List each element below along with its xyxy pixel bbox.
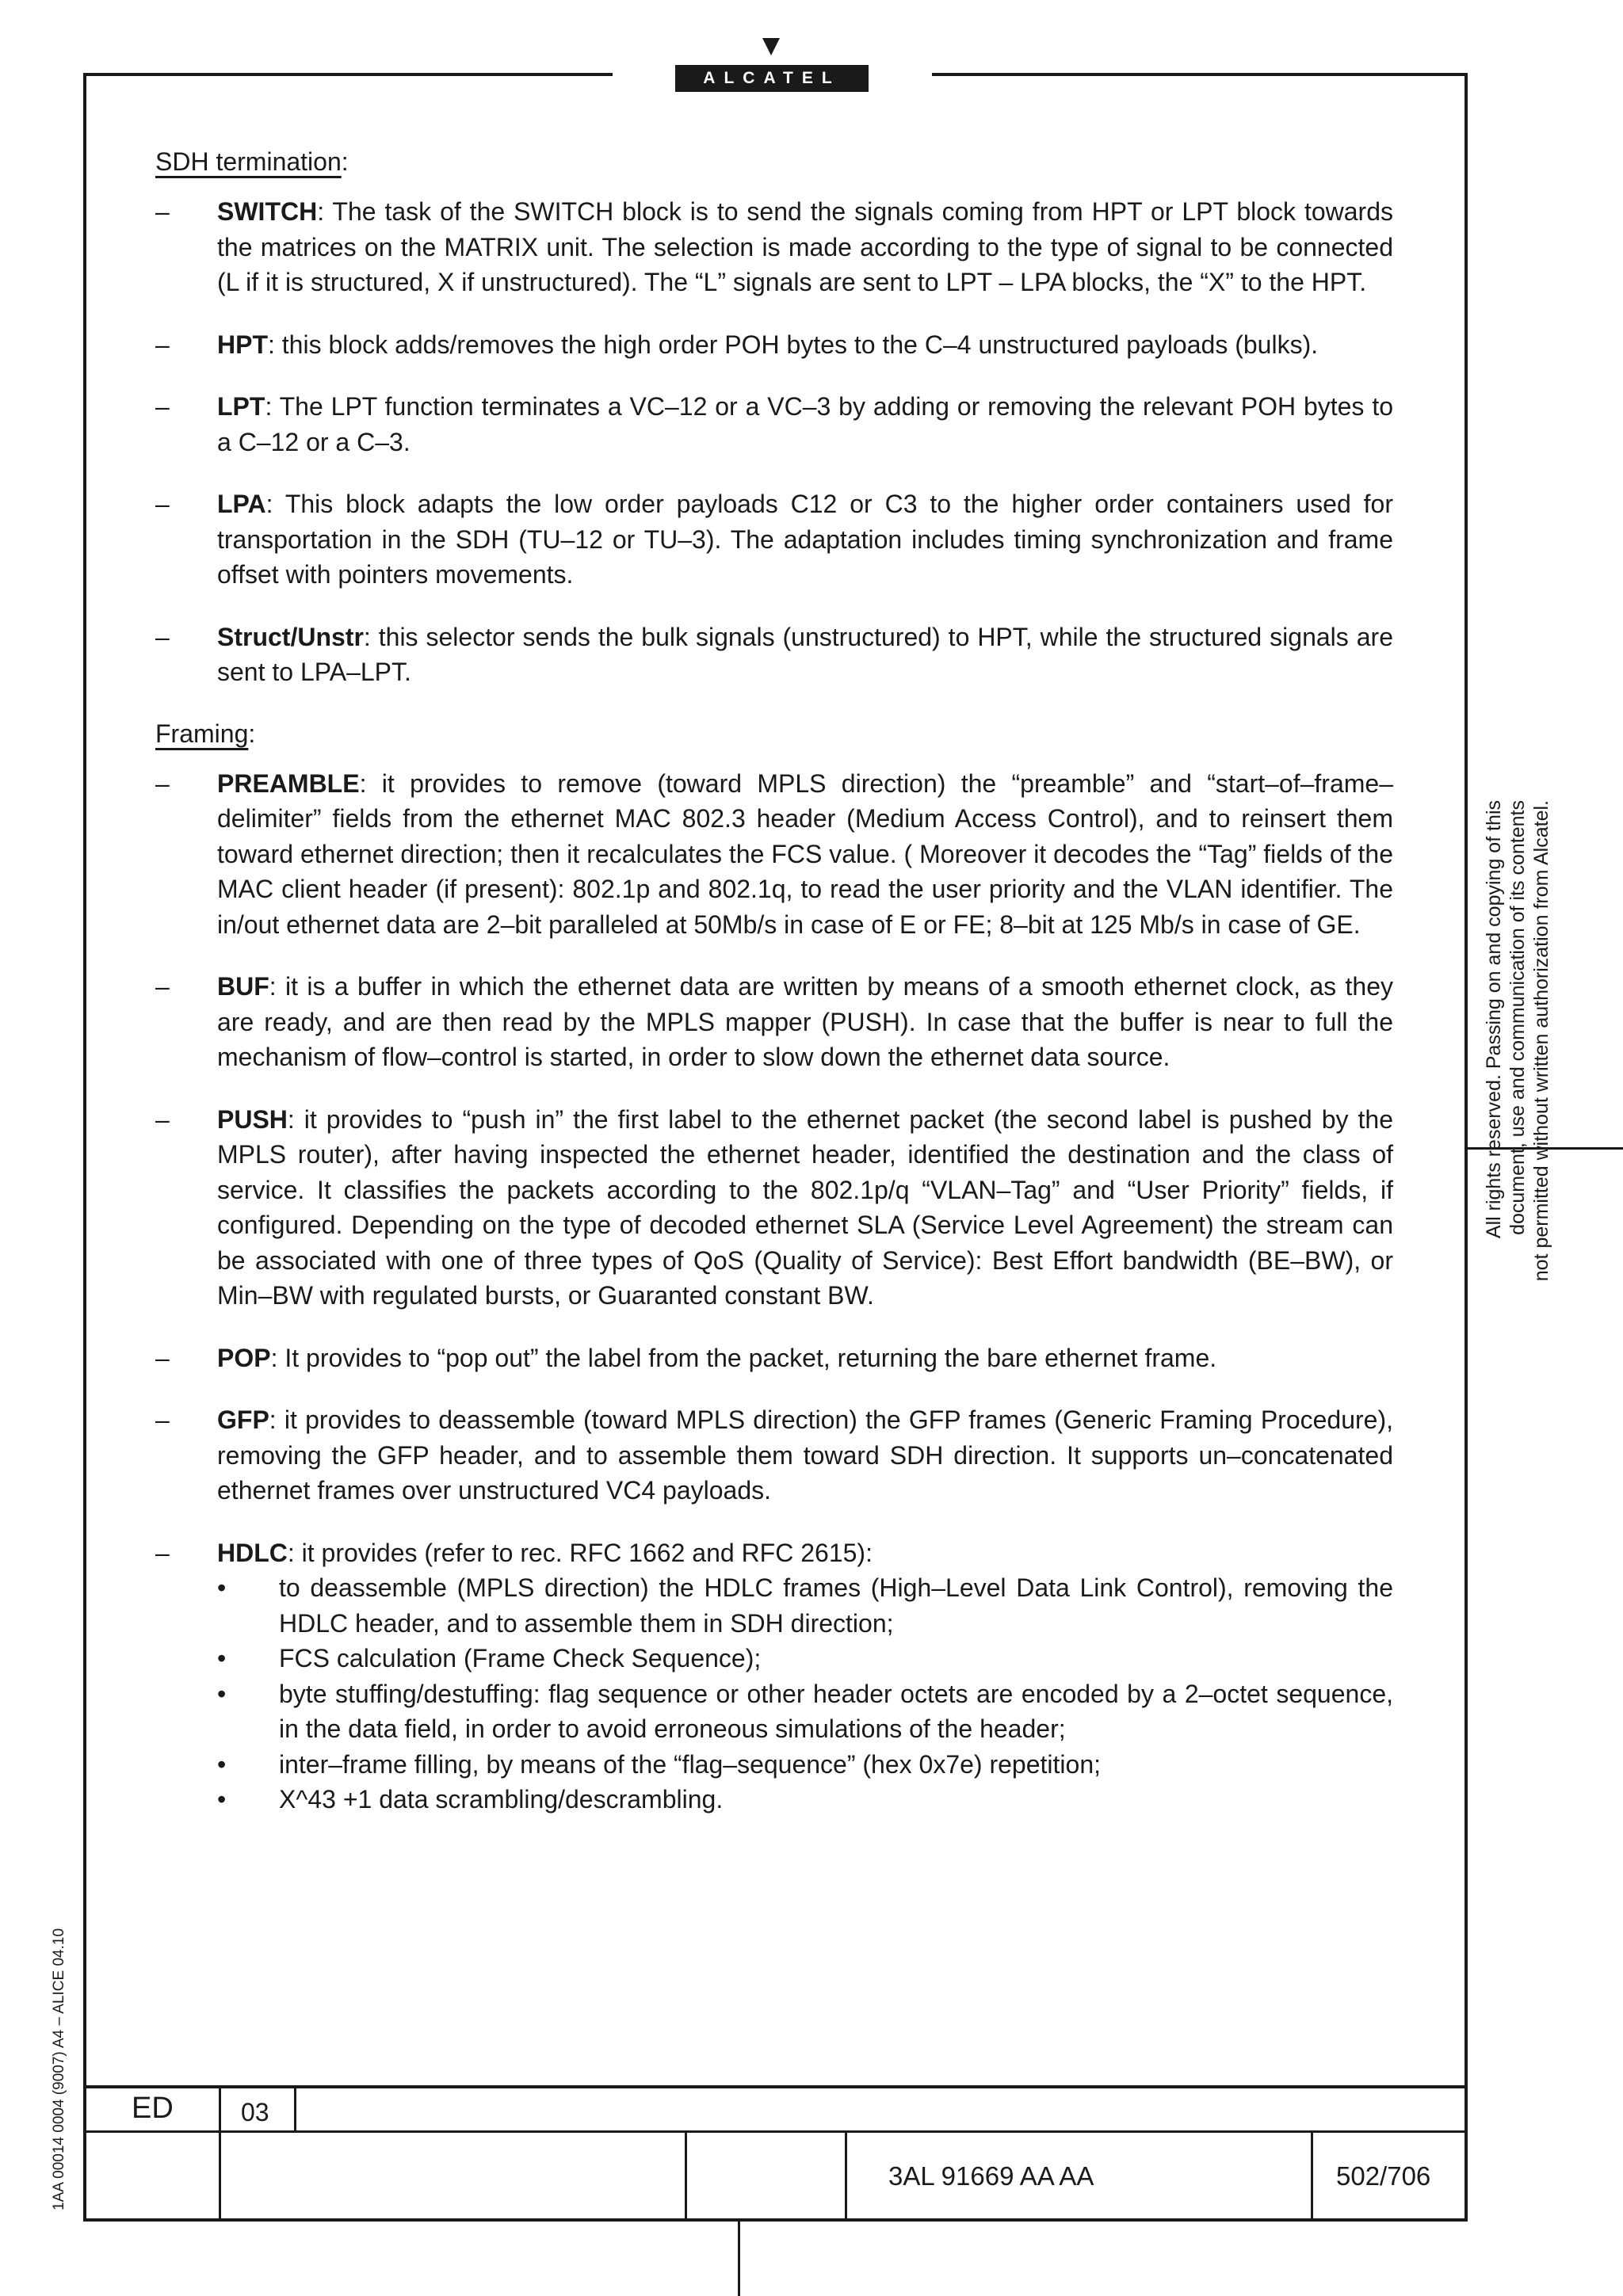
item-text: : it provides to “push in” the first label to the ethernet packet (the second label is pushed by the MPLS router), after having inspected the ethernet header, identified the destination and the class of service. It classifies the packets according to the 802.1p/q “VLAN–Tag” and “User Priority” fields, if configured. Depending on the type of decoded ethernet SLA (Service Level Agreement) the stream can be associated with one of three types of QoS (Quality of Service): Best Effort bandwidth (BE–BW), or Min–BW with regulated bursts, or Guaranted constant BW.	[217, 1104, 1393, 1310]
list-item: – PUSH: it provides to “push in” the first label to the ethernet packet (the second label is pushed by the MPLS router), after having inspected the ethernet header, identified the destination and the class of service. It classifies the packets according to the 802.1p/q “VLAN–Tag” and “User Priority” fields, if configured. Depending on the type of decoded ethernet SLA (Service Level Agreement) the stream can be associated with one of three types of QoS (Quality of Service): Best Effort bandwidth (BE–BW), or Min–BW with regulated bursts, or Guaranted constant BW.	[155, 1104, 1393, 1310]
footer-table-line	[1311, 2130, 1313, 2222]
item-text: : it is a buffer in which the ethernet data are written by means of a smooth ethernet clock, as they are ready, and are then read by the MPLS mapper (PUSH). In case that the buffer is near to full the mechanism of flow–control is started, in order to slow down the ethernet data source.	[217, 972, 1393, 1071]
alcatel-logo	[675, 38, 869, 93]
document-body	[155, 145, 1393, 1844]
frame-top-right-line	[932, 73, 1468, 76]
bullet-item: • byte stuffing/destuffing: flag sequence or other header octets are encoded by a 2–octet sequence, in the data field, in order to avoid erroneous simulations of the header;	[217, 1679, 1393, 1743]
item-term: LPT	[217, 392, 265, 421]
form-code: 1AA 00014 0004 (9007) A4 – ALICE 04.10	[51, 1928, 67, 2210]
list-item: – BUF: it is a buffer in which the ethernet data are written by means of a smooth ethernet clock, as they are ready, and are then read by the MPLS mapper (PUSH). In case that the buffer is near to full the mechanism of flow–control is started, in order to slow down the ethernet data source.	[155, 972, 1393, 1071]
item-text: : This block adapts the low order payloads C12 or C3 to the higher order containers used for transportation in the SDH (TU–12 or TU–3). The adaptation includes timing synchronization and frame offset with pointers movements.	[217, 490, 1393, 589]
item-term: Struct/Unstr	[217, 622, 364, 651]
footer-table-line	[845, 2130, 847, 2222]
list-item: – PREAMBLE: it provides to remove (toward MPLS direction) the “preamble” and “start–of–frame–delimiter” fields from the ethernet MAC 802.3 header (Medium Access Control), and to reinsert them toward ethernet direction; then it recalculates the FCS value. ( Moreover it decodes the “Tag” fields of the MAC client header (if present): 802.1p and 802.1q, to read the user priority and the VLAN identifier. The in/out ethernet data are 2–bit paralleled at 50Mb/s in case of E or FE; 8–bit at 125 Mb/s in case of GE.	[155, 769, 1393, 939]
document-code: 3AL 91669 AA AA	[888, 2161, 1094, 2191]
hdlc-bullet-list	[217, 1570, 1393, 1817]
item-term: HPT	[217, 330, 268, 359]
item-term: PREAMBLE	[217, 769, 360, 798]
item-term: GFP	[217, 1405, 269, 1434]
list-item: – LPA: This block adapts the low order payloads C12 or C3 to the higher order containers used for transportation in the SDH (TU–12 or TU–3). The adaptation includes timing synchronization and frame offset with pointers movements.	[155, 490, 1393, 589]
footer-table-line	[83, 2085, 1468, 2088]
footer-table-line	[685, 2130, 687, 2222]
section-title-sdh: SDH termination:	[155, 147, 349, 176]
footer-table-line	[83, 2130, 1468, 2133]
edition-number: 03	[241, 2098, 269, 2126]
item-term: BUF	[217, 972, 269, 1001]
item-term: LPA	[217, 490, 266, 518]
rights-notice-line: not permitted without written authorization from Alcatel.	[1530, 800, 1552, 1282]
footer-table-line	[83, 2218, 1468, 2222]
item-text: : this block adds/removes the high order POH bytes to the C–4 unstructured payloads (bulks).	[268, 330, 1319, 359]
footer-table-line	[294, 2085, 296, 2133]
item-text: : this selector sends the bulk signals (unstructured) to HPT, while the structured signals are sent to LPA–LPT.	[217, 622, 1393, 686]
section-title-framing: Framing:	[155, 719, 256, 748]
list-item: – HPT: this block adds/removes the high order POH bytes to the C–4 unstructured payloads (bulks).	[155, 330, 1319, 359]
item-term: SWITCH	[217, 197, 318, 226]
page-number: 502/706	[1336, 2161, 1431, 2191]
bullet-item: • inter–frame filling, by means of the “flag–sequence” (hex 0x7e) repetition;	[217, 1749, 1101, 1779]
list-item: – GFP: it provides to deassemble (toward MPLS direction) the GFP frames (Generic Framing Procedure), removing the GFP header, and to assemble them toward SDH direction. It supports un–concatenated ethernet frames over unstructured VC4 payloads.	[155, 1405, 1393, 1505]
item-text: : it provides to deassemble (toward MPLS direction) the GFP frames (Generic Framing Procedure), removing the GFP header, and to assemble them toward SDH direction. It supports un–concatenated ethernet frames over unstructured VC4 payloads.	[217, 1405, 1393, 1505]
logo-triangle-icon	[762, 38, 780, 55]
list-item: – POP: It provides to “pop out” the label from the packet, returning the bare ethernet frame.	[155, 1343, 1217, 1372]
item-text: : it provides (refer to rec. RFC 1662 and RFC 2615):	[287, 1538, 873, 1567]
frame-top-left-line	[83, 73, 613, 76]
rights-notice	[1482, 800, 1577, 1339]
list-item: – Struct/Unstr: this selector sends the bulk signals (unstructured) to HPT, while the structured signals are sent to LPA–LPT.	[155, 622, 1393, 686]
list-item: – LPT: The LPT function terminates a VC–12 or a VC–3 by adding or removing the relevant POH bytes to a C–12 or a C–3.	[155, 392, 1393, 456]
list-item: – SWITCH: The task of the SWITCH block is to send the signals coming from HPT or LPT block towards the matrices on the MATRIX unit. The selection is made according to the type of signal to be connected (L if it is structured, X if unstructured). The “L” signals are sent to LPT – LPA blocks, the “X” to the HPT.	[155, 197, 1393, 296]
bullet-item: • FCS calculation (Frame Check Sequence);	[217, 1644, 762, 1672]
rights-notice-line: document, use and communication of its contents	[1507, 800, 1529, 1235]
item-term: HDLC	[217, 1538, 288, 1567]
list-item: – HDLC: it provides (refer to rec. RFC 1662 and RFC 2615): • to deassemble (MPLS direction) the HDLC frames (High–Level Data Link Control), removing the HDLC header, and to assemble them in SDH direction; • FCS calculation (Frame Check Sequence); • byte stuffing/destuffing: flag sequence or other header octets are encoded by a 2–octet sequence, in the data field, in order to avoid erroneous simulations of the header; • inter–frame filling, by means of the “flag–sequence” (hex 0x7e) repetition; • X^43 +1 data scrambling/descrambling.	[155, 1535, 1393, 1817]
item-text: : It provides to “pop out” the label from the packet, returning the bare ethernet frame.	[270, 1343, 1217, 1372]
frame-left-line	[83, 73, 86, 2221]
bottom-stub-line	[738, 2221, 740, 2296]
bullet-item: • X^43 +1 data scrambling/descrambling.	[217, 1785, 724, 1814]
item-text: : The task of the SWITCH block is to send the signals coming from HPT or LPT block towards the matrices on the MATRIX unit. The selection is made according to the type of signal to be connected (L if it is structured, X if unstructured). The “L” signals are sent to LPT – LPA blocks, the “X” to the HPT.	[217, 197, 1393, 296]
edition-label: ED	[132, 2092, 174, 2125]
item-text: : it provides to remove (toward MPLS direction) the “preamble” and “start–of–frame–delimiter” fields from the ethernet MAC 802.3 header (Medium Access Control), and to reinsert them toward ethernet direction; then it recalculates the FCS value. ( Moreover it decodes the “Tag” fields of the MAC client header (if present): 802.1p and 802.1q, to read the user priority and the VLAN identifier. The in/out ethernet data are 2–bit paralleled at 50Mb/s in case of E or FE; 8–bit at 125 Mb/s in case of GE.	[217, 769, 1393, 939]
logo-text: ALCATEL	[675, 65, 869, 92]
item-text: : The LPT function terminates a VC–12 or a VC–3 by adding or removing the relevant POH bytes to a C–12 or a C–3.	[217, 392, 1393, 456]
bullet-item: • to deassemble (MPLS direction) the HDLC frames (High–Level Data Link Control), removing the HDLC header, and to assemble them in SDH direction;	[217, 1573, 1393, 1638]
footer-table-line	[219, 2085, 221, 2222]
rights-notice-line: All rights reserved. Passing on and copying of this	[1483, 800, 1505, 1239]
item-term: PUSH	[217, 1104, 288, 1134]
item-term: POP	[217, 1343, 271, 1372]
